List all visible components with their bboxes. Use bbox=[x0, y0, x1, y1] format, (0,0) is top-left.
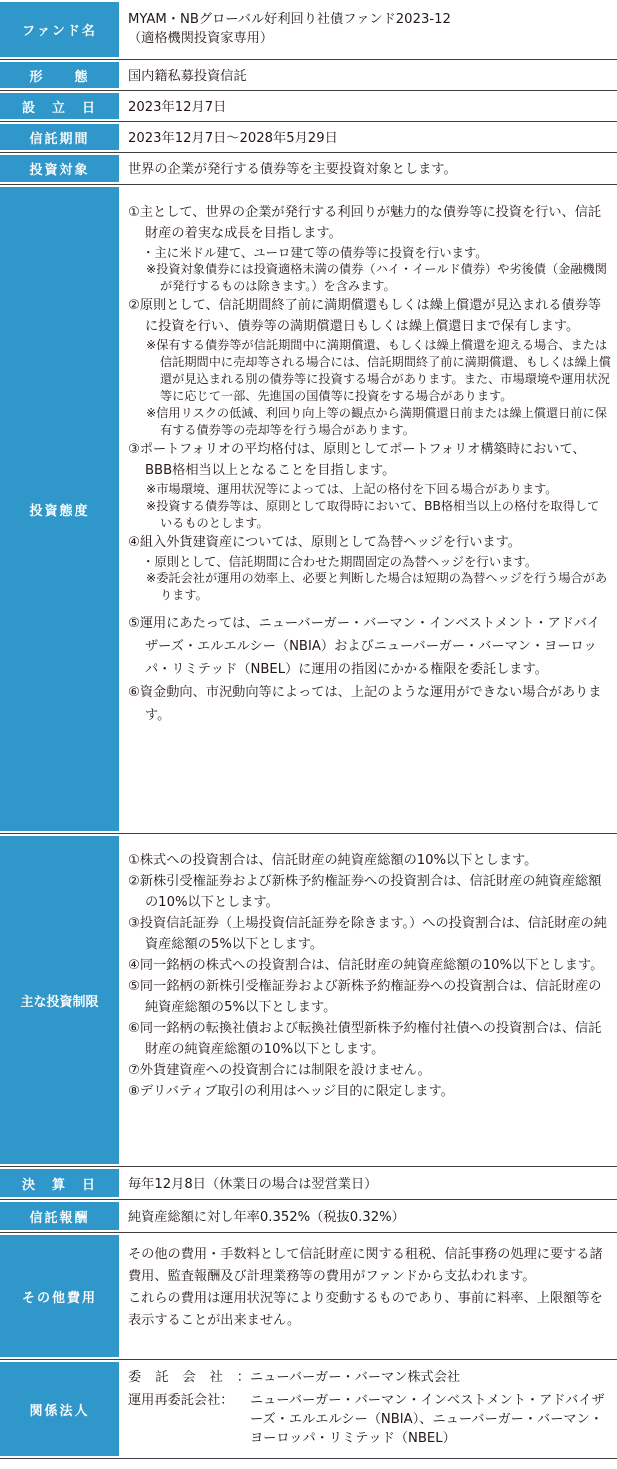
policy-item-3-note-1: ※市場環境、運用状況等によっては、上記の格付を下回る場合があります。 bbox=[146, 482, 558, 496]
related-subadvisor-value: ニューバーガー・バーマン・インベストメント・アドバイザーズ・エルエルシー（NBIA）、ニューバーガー・バーマン・ヨーロッパ・リミテッド（NBEL） bbox=[250, 1393, 605, 1446]
trust-period-value: 2023年12月7日〜2028年5月29日 bbox=[128, 130, 338, 146]
policy-item-2-note-2: ※信用リスクの低減、利回り向上等の観点から満期償還日前または繰上償還日前に保有する債券等の売却等を行う場合があります。 bbox=[146, 406, 607, 437]
related-subadvisor bbox=[128, 1391, 611, 1448]
policy-item-1: ①主として、世界の企業が発行する利回りが魅力的な債券等に投資を行い、信託財産の着実な成長を目指します。 bbox=[128, 205, 602, 241]
policy-item-3-note-2: ※投資する債券等は、原則として取得時において、BB格相当以上の格付を取得しているものとします。 bbox=[146, 499, 600, 530]
label-form: 形 態 bbox=[0, 62, 119, 88]
limit-item-7: ⑦外貨建資産への投資割合には制限を設けません。 bbox=[128, 1063, 431, 1078]
row-related-parties bbox=[0, 1362, 617, 1459]
label-investment-target: 投資対象 bbox=[0, 155, 119, 182]
other-costs-line-2: これらの費用は運用状況等により変動するものであり、事前に料率、上限額等を表示することが出来ません。 bbox=[128, 1291, 603, 1328]
limit-item-1: ①株式への投資割合は、信託財産の純資産総額の10%以下とします。 bbox=[128, 853, 538, 868]
label-investment-policy: 投資態度 bbox=[0, 187, 119, 831]
label-trust-fee: 信託報酬 bbox=[0, 1202, 119, 1230]
policy-item-4-note: ※委託会社が運用の効率上、必要と判断した場合は短期の為替ヘッジを行う場合があります。 bbox=[146, 571, 608, 602]
trust-fee-value: 純資産総額に対し年率0.352%（税抜0.32%） bbox=[128, 1209, 405, 1225]
limit-item-4: ④同一銘柄の株式への投資割合は、信託財産の純資産総額の10%以下とします。 bbox=[128, 958, 604, 973]
policy-item-1-note: ※投資対象債券には投資適格未満の債券（ハイ・イールド債券）や劣後債（金融機関が発行するものは除きます。）を含みます。 bbox=[146, 262, 607, 293]
row-fund-name bbox=[0, 2, 617, 60]
limit-item-5: ⑤同一銘柄の新株引受権証券および新株予約権証券への投資割合は、信託財産の純資産総額の5%以下とします。 bbox=[128, 979, 602, 1015]
policy-item-1-sub: ・主に米ドル建て、ユーロ建て等の債券等に投資を行います。 bbox=[142, 245, 488, 260]
established-value: 2023年12月7日 bbox=[128, 99, 227, 115]
row-investment-policy bbox=[0, 187, 617, 834]
label-fund-name: ファンド名 bbox=[0, 2, 119, 57]
limit-item-3: ③投資信託証券（上場投資信託証券を除きます。）への投資割合は、信託財産の純資産総額の5%以下とします。 bbox=[128, 916, 607, 952]
row-trust-fee bbox=[0, 1202, 617, 1233]
label-related-parties: 関係法人 bbox=[0, 1362, 119, 1456]
settlement-date-value: 毎年12月8日（休業日の場合は翌営業日） bbox=[128, 1176, 378, 1192]
row-investment-limits bbox=[0, 836, 617, 1167]
limit-item-2: ②新株引受権証券および新株予約権証券への投資割合は、信託財産の純資産総額の10%以下とします。 bbox=[128, 874, 602, 910]
related-consignor bbox=[128, 1368, 611, 1387]
label-established: 設 立 日 bbox=[0, 93, 119, 119]
label-other-costs: その他費用 bbox=[0, 1235, 119, 1357]
policy-item-2: ②原則として、信託期間終了前に満期償還もしくは繰上償還が見込まれる債券等に投資を行い、債券等の満期償還日もしくは繰上償還日まで保有します。 bbox=[128, 298, 602, 334]
investment-target-value: 世界の企業が発行する債券等を主要投資対象とします。 bbox=[128, 162, 457, 177]
policy-item-2-note-1: ※保有する債券等が信託期間中に満期償還、もしくは繰上償還を迎える場合、または信託期間中に売却等される場合には、信託期間終了前に満期償還、もしくは繰上償還が見込まれる別の債券等に投資する場合があります。また、市場環境や運用状況等に応じて一部、先進国の国債等に投資をする場合があります。 bbox=[146, 338, 611, 403]
row-form bbox=[0, 62, 617, 91]
related-parties bbox=[128, 1368, 611, 1448]
label-settlement-date: 決 算 日 bbox=[0, 1169, 119, 1197]
label-trust-period: 信託期間 bbox=[0, 124, 119, 150]
label-investment-limits: 主な投資制限 bbox=[0, 836, 119, 1164]
row-settlement-date bbox=[0, 1169, 617, 1200]
other-costs bbox=[128, 1244, 611, 1332]
policy-item-4-sub: ・原則として、信託期間に合わせた期間固定の為替ヘッジを行います。 bbox=[142, 554, 538, 569]
related-consignor-value: ニューバーガー・バーマン株式会社 bbox=[250, 1370, 461, 1385]
policy-item-4: ④組入外貨建資産については、原則として為替ヘッジを行います。 bbox=[128, 535, 521, 550]
other-costs-line-1: その他の費用・手数料として信託財産に関する租税、信託事務の処理に要する諸費用、監査報酬及び計理業務等の費用がファンドから支払われます。 bbox=[128, 1247, 603, 1284]
fund-name-line-1: MYAM・NBグローバル好利回り社債ファンド2023-12 bbox=[128, 12, 451, 27]
form-value: 国内籍私募投資信託 bbox=[128, 68, 247, 84]
row-other-costs bbox=[0, 1235, 617, 1360]
investment-limits bbox=[128, 850, 611, 1102]
policy-item-6: ⑥資金動向、市況動向等によっては、上記のような運用ができない場合があります。 bbox=[128, 685, 602, 723]
fund-name-line-2: （適格機関投資家専用） bbox=[128, 31, 274, 46]
limit-item-8: ⑧デリバティブ取引の利用はヘッジ目的に限定します。 bbox=[128, 1084, 454, 1099]
row-trust-period bbox=[0, 124, 617, 153]
related-subadvisor-key: 運用再委託会社： bbox=[128, 1393, 234, 1408]
row-investment-target bbox=[0, 155, 617, 185]
row-established bbox=[0, 93, 617, 122]
fund-name bbox=[128, 10, 611, 48]
limit-item-6: ⑥同一銘柄の転換社債および転換社債型新株予約権付社債への投資割合は、信託財産の純資産総額の10%以下とします。 bbox=[128, 1021, 602, 1057]
related-consignor-key: 委託会社： bbox=[128, 1370, 250, 1385]
policy-item-3: ③ポートフォリオの平均格付は、原則としてポートフォリオ構築時において、BBB格相当以上となることを目指します。 bbox=[128, 442, 586, 478]
investment-policy bbox=[128, 202, 611, 727]
policy-item-5: ⑤運用にあたっては、ニューバーガー・バーマン・インベストメント・アドバイザーズ・エルエルシー（NBIA）およびニューバーガー・バーマン・ヨーロッパ・リミテッド（NBEL）に運用の指図にかかる権限を委託します。 bbox=[128, 616, 601, 677]
